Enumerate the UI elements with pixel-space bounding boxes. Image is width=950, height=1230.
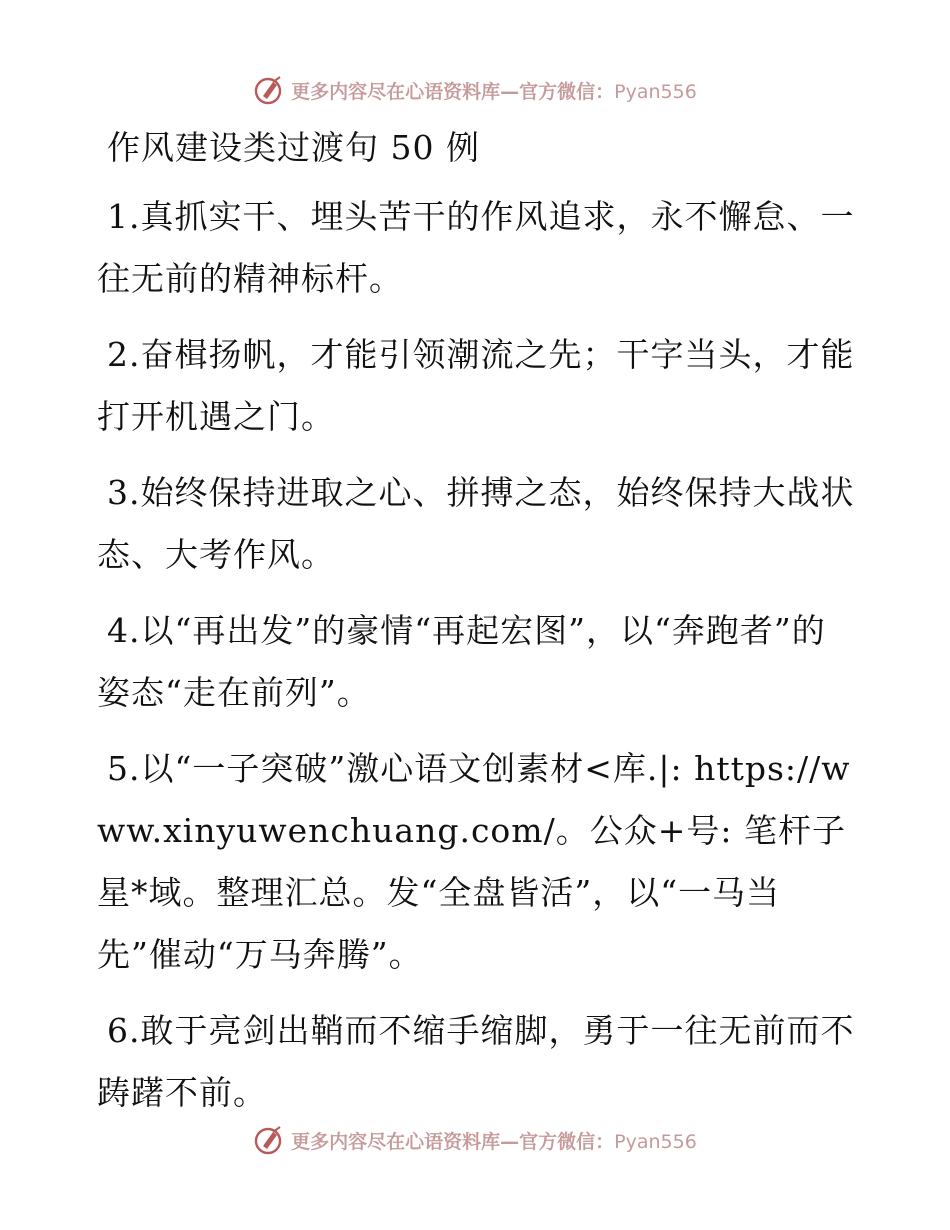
document-title: 作风建设类过渡句 50 例 — [107, 128, 480, 167]
paragraph-4: 4.以“再出发”的豪情“再起宏图”，以“奔跑者”的姿态“走在前列”。 — [97, 611, 826, 712]
header-banner — [0, 70, 950, 110]
document-body — [97, 128, 857, 1138]
header-banner-text: 更多内容尽在心语资料库—官方微信：Pyan556 — [291, 80, 697, 103]
paragraph-1: 1.真抓实干、埋头苦干的作风追求，永不懈怠、一往无前的精神标杆。 — [97, 197, 855, 298]
paragraph-2: 2.奋楫扬帆，才能引领潮流之先；干字当头，才能打开机遇之门。 — [97, 335, 855, 436]
footer-banner — [0, 1120, 950, 1160]
footer-banner-text: 更多内容尽在心语资料库—官方微信：Pyan556 — [291, 1130, 697, 1153]
paragraph-5: 5.以“一子突破”激心语文创素材<库.|: https://www.xinyuwenchuang.com/。公众+号: 笔杆子星*域。整理汇总。发“全盘皆活”，以“一马当先”催动“万马奔腾”。 — [97, 749, 851, 974]
header-wechat-id: Pyan556 — [614, 80, 697, 103]
pen-nib-circle-icon — [253, 74, 285, 106]
paragraph-6: 6.敢于亮剑出鞘而不缩手缩脚，勇于一往无前而不踌躇不前。 — [97, 1011, 855, 1112]
paragraph-3: 3.始终保持进取之心、拼搏之态，始终保持大战状态、大考作风。 — [97, 473, 855, 574]
pen-nib-circle-icon — [253, 1124, 285, 1156]
footer-wechat-id: Pyan556 — [614, 1130, 697, 1153]
